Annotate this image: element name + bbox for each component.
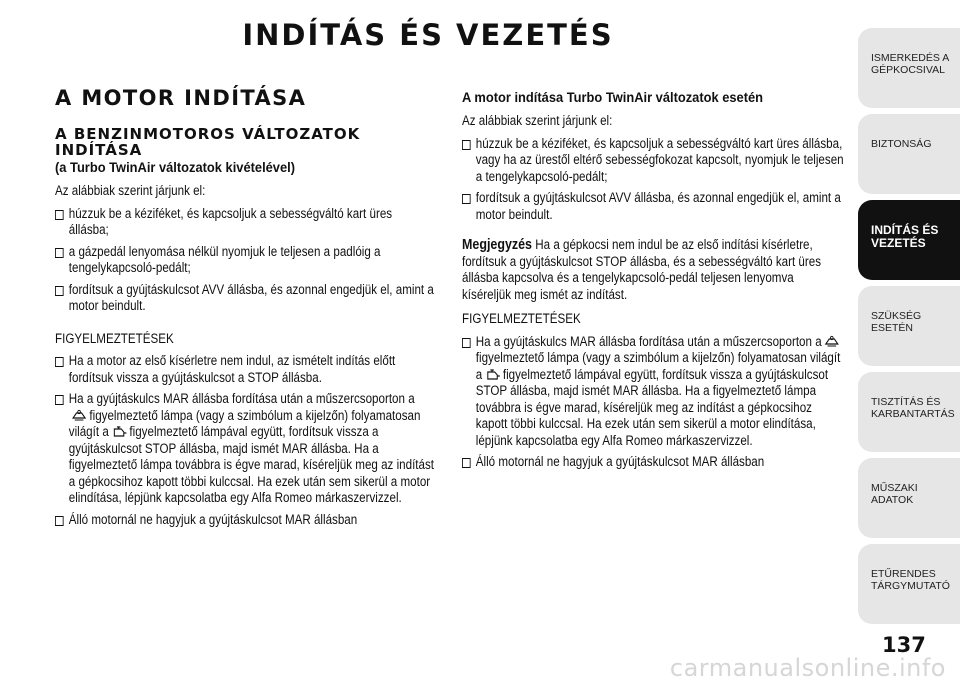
subsection-title: A BENZINMOTOROS VÁLTOZATOK INDÍTÁSA [55,125,361,159]
page-title: INDÍTÁS ÉS VEZETÉS [242,18,614,52]
chapter-tabs [858,28,960,630]
left-body [55,183,434,528]
note-paragraph: Megjegyzés Ha a gépkocsi nem indul be az első indítási kísérletre, fordítsuk a gyújtáskulcsot STOP állásba, és a sebességváltó kart üres állásba kapcsolva és a tengelykapcsoló-pedál teljesen lenyomva kíséreljük meg ismét az indítást. [462,237,822,302]
tab-tisztitas-es-karbantartas[interactable]: TISZTÍTÁS ÉS KARBANTARTÁS [858,372,960,452]
subsection-subtitle: (a Turbo TwinAir változatok kivételével) [55,159,296,175]
checkbox-bullet-icon [462,194,471,204]
checkbox-bullet-icon [462,458,471,468]
list-item: Ha a gyújtáskulcs MAR állásba fordítása után a műszercsoporton afigyelmeztető lámpa (vagy a szimbólum a kijelzőn) folyamatosan világít a figyelmeztető lámpával együtt, fordítsuk vissza a gyújtáskulcsot STOP állásba, majd ismét MAR állásba. Ha a figyelmeztető lámpa továbbra is égve marad, kíséreljük meg az indítást a gépkocsihoz kapott többi kulccsal. Ha ezek után sem sikerül a motor elindítása, lépjünk kapcsolatba egy Alfa Romeo márkaszervizzel. [462,334,845,450]
section-title: A MOTOR INDÍTÁSA [55,86,307,110]
immobilizer-key-icon [824,335,839,348]
list-item: húzzuk be a kéziféket, és kapcsoljuk a sebességváltó kart üres állásba, vagy ha az ürestől eltérő sebességfokozat kapcsolt, nyomjuk le teljesen a tengelykapcsoló-pedált; [462,136,845,186]
tab-szukseg-eseten[interactable]: SZÜKSÉG ESETÉN [858,286,960,366]
checkbox-bullet-icon [55,210,64,220]
list-item: Álló motornál ne hagyjuk a gyújtáskulcsot MAR állásban [55,512,434,529]
watermark: carmanualsonline.info [669,654,946,682]
checkbox-bullet-icon [55,357,64,367]
engine-icon [111,425,126,438]
checkbox-bullet-icon [55,516,64,526]
note-label: Megjegyzés [462,237,533,253]
tab-ismerkedes[interactable]: ISMERKEDÉS A GÉPKOCSIVAL [858,28,960,108]
left-intro: Az alábbiak szerint járjunk el: [55,183,206,198]
left-warnings-list [55,353,434,528]
checkbox-bullet-icon [462,338,471,348]
tab-targymutato[interactable]: ETŰRENDES TÁRGYMUTATÓ [858,544,960,624]
checkbox-bullet-icon [462,140,471,150]
list-item: Álló motornál ne hagyjuk a gyújtáskulcsot MAR állásban [462,454,845,471]
right-body [462,113,845,471]
right-intro: Az alábbiak szerint járjunk el: [462,113,613,128]
checkbox-bullet-icon [55,248,64,258]
list-item: fordítsuk a gyújtáskulcsot AVV állásba, és azonnal engedjük el, amint a motor beindult. [55,282,434,315]
list-item: húzzuk be a kéziféket, és kapcsoljuk a sebességváltó kart üres állásba; [55,206,434,239]
list-item: Ha a motor az első kísérletre nem indul, az ismételt indítás előtt fordítsuk vissza a gyújtáskulcsot a STOP állásba. [55,353,434,386]
engine-icon [485,368,500,381]
right-steps-list [462,136,845,224]
checkbox-bullet-icon [55,395,64,405]
tab-inditas-es-vezetes[interactable]: INDÍTÁS ÉS VEZETÉS [858,200,960,280]
right-warnings-heading: FIGYELMEZTETÉSEK [462,311,581,326]
page-number: 137 [882,633,926,657]
right-heading: A motor indítása Turbo TwinAir változatok esetén [462,89,764,105]
immobilizer-key-icon [71,409,86,422]
tab-biztonsag[interactable]: BIZTONSÁG [858,114,960,194]
list-item: fordítsuk a gyújtáskulcsot AVV állásba, és azonnal engedjük el, amint a motor beindult. [462,190,845,223]
checkbox-bullet-icon [55,286,64,296]
right-column [462,88,846,476]
left-column [55,80,435,533]
left-steps-list [55,206,434,315]
tab-muszaki-adatok[interactable]: MŰSZAKI ADATOK [858,458,960,538]
list-item: Ha a gyújtáskulcs MAR állásba fordítása után a műszercsoporton afigyelmeztető lámpa (vagy a szimbólum a kijelzőn) folyamatosan világít a figyelmeztető lámpával együtt, fordítsuk vissza a gyújtáskulcsot STOP állásba, majd ismét MAR állásba. Ha a figyelmeztető lámpa továbbra is égve marad, kíséreljük meg az indítást a gépkocsihoz kapott többi kulccsal. Ha ezek után sem sikerül a motor elindítása, lépjünk kapcsolatba egy Alfa Romeo márkaszervizzel. [55,391,434,507]
right-warnings-list [462,334,845,471]
list-item: a gázpedál lenyomása nélkül nyomjuk le teljesen a padlóig a tengelykapcsoló-pedált; [55,244,434,277]
left-warnings-heading: FIGYELMEZTETÉSEK [55,330,174,346]
